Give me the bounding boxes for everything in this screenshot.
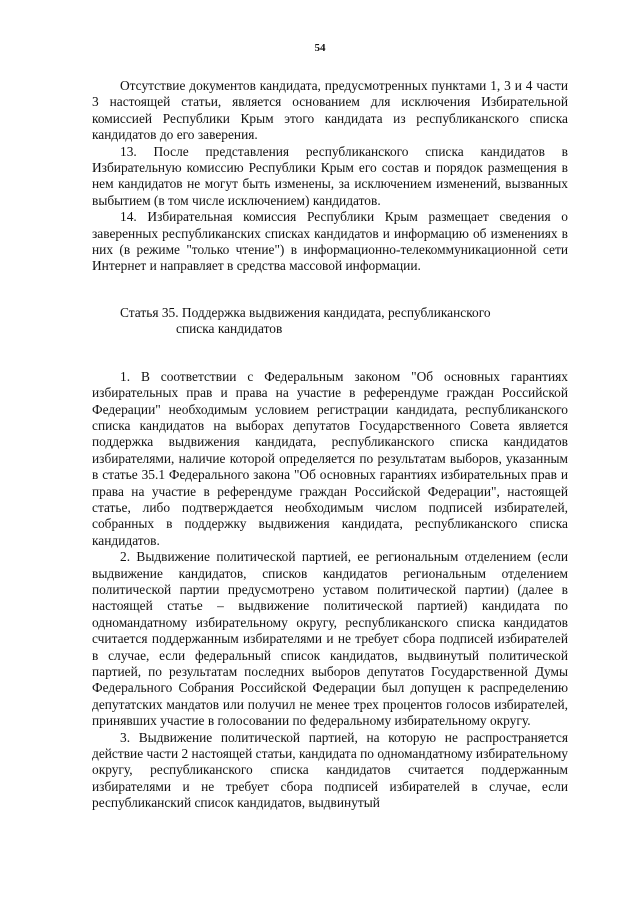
- paragraph-35-2: 2. Выдвижение политической партией, ее региональным отделением (если выдвижение кандидатов, списков кандидатов региональным отделением политической партии предусмотрено уставом политической партии) (далее в настоящей статье – выдвижение политической партией) кандидата по одномандатному избирательному округу, республиканского списка кандидатов считается поддержанным избирателями и не требует сбора подписей избирателей в случае, если федеральный список кандидатов, выдвинутый политической партией, по результатам последних выборов депутатов Государственной Думы Федерального Собрания Российской Федерации был допущен к распределению депутатских мандатов или получил не менее трех процентов голосов избирателей, принявших участие в голосовании по федеральному избирательному округу.: [92, 549, 568, 729]
- page-number: 54: [314, 42, 326, 54]
- document-body: [92, 78, 568, 812]
- article-title-line1: Статья 35. Поддержка выдвижения кандидата, республиканского: [120, 304, 491, 320]
- paragraph-13: 13. После представления республиканского списка кандидатов в Избирательную комиссию Республики Крым его состав и порядок размещения в нем кандидатов не могут быть изменены, за исключением изменений, вызванных выбытием (в том числе исключением) кандидатов.: [92, 143, 568, 208]
- paragraph-14: 14. Избирательная комиссия Республики Крым размещает сведения о заверенных республиканских списках кандидатов и информацию об изменениях в них (в режиме "только чтение") в информационно-телекоммуникационной сети Интернет и направляет в средства массовой информации.: [92, 209, 568, 274]
- article-title-line2: списка кандидатов: [176, 321, 283, 337]
- paragraph-removal-clause: Отсутствие документов кандидата, предусмотренных пунктами 1, 3 и 4 части 3 настоящей статьи, является основанием для исключения Избирательной комиссией Республики Крым этого кандидата из республиканского списка кандидатов до его заверения.: [92, 78, 568, 143]
- paragraph-35-3: 3. Выдвижение политической партией, на которую не распространяется действие части 2 настоящей статьи, кандидата по одномандатному избирательному округу, республиканского списка кандидатов считается поддержанным избирателями и не требует сбора подписей избирателей в случае, если республиканский список кандидатов, выдвинутый: [92, 729, 569, 811]
- paragraph-35-1: 1. В соответствии с Федеральным законом "Об основных гарантиях избирательных прав и права на участие в референдуме граждан Российской Федерации" необходимым условием регистрации кандидата, республиканского списка кандидатов на выборах депутатов Государственного Совета является поддержка выдвижения кандидата, республиканского списка кандидатов избирателями, наличие которой определяется по результатам выборов, указанным в статье 35.1 Федерального закона "Об основных гарантиях избирательных прав и права на участие в референдуме граждан Российской Федерации", настоящей статье, либо подтверждается необходимым числом подписей избирателей, собранных в поддержку выдвижения кандидата, республиканского списка кандидатов.: [92, 368, 568, 548]
- article-35-title: [92, 305, 568, 338]
